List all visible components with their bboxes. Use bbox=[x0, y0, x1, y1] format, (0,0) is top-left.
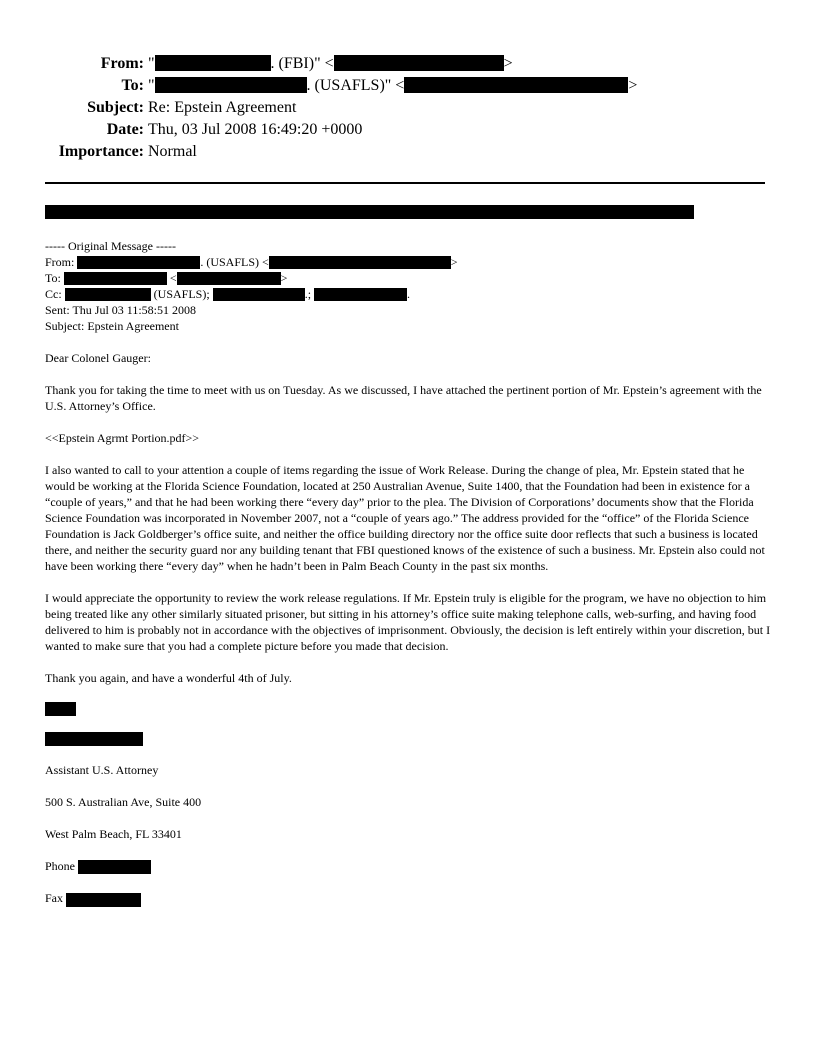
signature-block bbox=[45, 702, 775, 907]
subject-value: Re: Epstein Agreement bbox=[148, 99, 297, 116]
header-date-row bbox=[0, 119, 816, 141]
date-label: Date: bbox=[106, 121, 144, 138]
redaction-block bbox=[45, 732, 143, 746]
signature-address-2: West Palm Beach, FL 33401 bbox=[45, 827, 182, 841]
salutation: Dear Colonel Gauger: bbox=[45, 351, 151, 365]
importance-label: Importance: bbox=[58, 143, 144, 160]
header-subject-row bbox=[0, 97, 816, 119]
original-separator: ----- Original Message ----- bbox=[45, 239, 176, 253]
signature-title: Assistant U.S. Attorney bbox=[45, 763, 159, 777]
paragraph-3: I would appreciate the opportunity to review the work release regulations. If Mr. Epstein truly is eligible for the program, we have no objection to him being treated like any other similarly situated prisoner, but sitting in his attorney’s office suite making telephone calls, web-surfing, and having food delivered to him is probably not in accordance with the objectives of imprisonment. Obviously, the decision is left entirely within your discretion, but I wanted to make sure that you had a complete picture before you made that decision. bbox=[45, 591, 771, 653]
redacted-line bbox=[45, 205, 694, 219]
header-from-row bbox=[0, 53, 816, 75]
redaction-block bbox=[66, 893, 141, 907]
redaction-block bbox=[77, 256, 200, 269]
signature-address-1: 500 S. Australian Ave, Suite 400 bbox=[45, 795, 202, 809]
redaction-block bbox=[155, 55, 271, 71]
original-sent: Sent: Thu Jul 03 11:58:51 2008 bbox=[45, 303, 197, 317]
redaction-block bbox=[78, 860, 151, 874]
header-importance-row bbox=[0, 141, 816, 163]
redaction-block bbox=[45, 702, 76, 716]
redaction-block bbox=[64, 272, 167, 285]
header-to-row bbox=[0, 75, 816, 97]
from-label: From: bbox=[100, 55, 144, 72]
closing: Thank you again, and have a wonderful 4th of July. bbox=[45, 671, 292, 685]
redaction-block bbox=[334, 55, 504, 71]
redaction-block bbox=[314, 288, 407, 301]
redaction-block bbox=[269, 256, 451, 269]
redaction-block bbox=[65, 288, 151, 301]
paragraph-2: I also wanted to call to your attention a couple of items regarding the issue of Work Release. During the change of plea, Mr. Epstein stated that he would be working at the Florida Science Foundation, located at 250 Australian Avenue, Suite 1400, that the Foundation had been in existence for a “couple of years,” and that he had been working there “every day” prior to the plea. The Division of Corporations’ documents show that the Florida Science Foundation was incorporated in November 2007, not a “couple of years ago.” The address provided for the “office” of the Florida Science Foundation is Jack Goldberger’s office suite, and neither the office building directory nor the office suite door reflects that such a business is located there, and neither the security guard nor any building tenant that FBI questioned knows of the existence of such a business. Mr. Epstein also could not have been working there “every day” when he hadn’t been in Palm Beach County in the past six months. bbox=[45, 463, 765, 573]
importance-value: Normal bbox=[148, 143, 197, 160]
header-divider bbox=[45, 182, 765, 184]
email-header bbox=[0, 53, 816, 163]
original-cc: Cc: (USAFLS); .; . bbox=[45, 287, 411, 301]
redaction-block bbox=[213, 288, 305, 301]
original-from: From: . (USAFLS) < > bbox=[45, 255, 458, 269]
redaction-block bbox=[404, 77, 628, 93]
subject-label: Subject: bbox=[87, 99, 144, 116]
redaction-block bbox=[177, 272, 281, 285]
paragraph-1: Thank you for taking the time to meet with us on Tuesday. As we discussed, I have attached the pertinent portion of Mr. Epstein’s agreement with the U.S. Attorney’s Office. bbox=[45, 383, 762, 413]
from-value: " . (FBI)" < > bbox=[148, 55, 513, 72]
signature-fax: Fax bbox=[45, 890, 775, 906]
original-subject: Subject: Epstein Agreement bbox=[45, 319, 179, 333]
original-to: To: < > bbox=[45, 271, 288, 285]
to-label: To: bbox=[121, 77, 144, 94]
message-body bbox=[45, 238, 775, 923]
attachment-link[interactable]: <<Epstein Agrmt Portion.pdf>> bbox=[45, 431, 200, 445]
redaction-block bbox=[155, 77, 307, 93]
to-value: " . (USAFLS)" < > bbox=[148, 77, 638, 94]
signature-phone: Phone bbox=[45, 858, 775, 874]
date-value: Thu, 03 Jul 2008 16:49:20 +0000 bbox=[148, 121, 363, 138]
